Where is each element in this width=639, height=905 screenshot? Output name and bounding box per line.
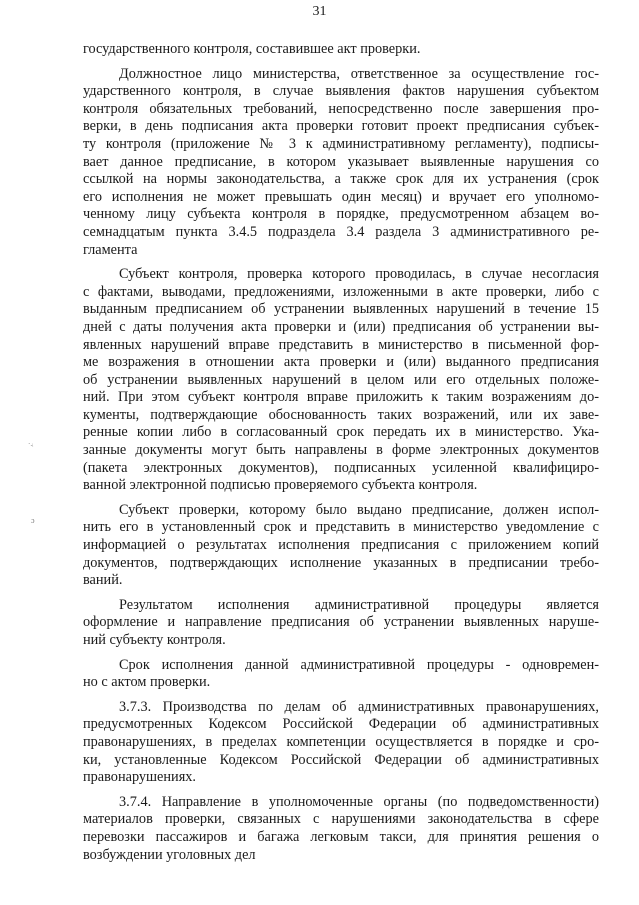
text-line: ренные копии либо в согласованный срок передать их в министерство. Ука- [83, 424, 599, 441]
text-line: ударственного контроля, в случае выявления фактов нарушения субъектом [83, 83, 599, 100]
text-line: ссылкой на нормы законодательства, а также срок для их устранения (срок [83, 171, 599, 188]
paragraph [83, 699, 599, 787]
text-line: правонарушениях, в пределах компетенции осуществляется в порядке и сро- [83, 733, 599, 750]
text-line: Результатом исполнения административной процедуры является [119, 596, 599, 613]
text-line: выданным предписанием об устранении выявленных нарушений в течение 15 [83, 301, 599, 318]
text-line: его исполнения не может превышать один месяц) и вручает его уполномо- [83, 188, 599, 205]
paragraph [83, 597, 599, 650]
text-line: ту контроля (приложение № 3 к административному регламенту), подписы- [83, 135, 599, 152]
text-line: материалов проверки, связанных с нарушениями законодательства в сфере [83, 811, 599, 828]
paragraph [83, 41, 599, 59]
text-line: 3.7.4. Направление в уполномоченные органы (по подведомственности) [119, 793, 599, 810]
text-line: ваний. [83, 572, 123, 589]
text-line: ванной электронной подписью проверяемого субъекта контроля. [83, 477, 478, 494]
text-line: (пакета электронных документов), подписанных усиленной квалифициро- [83, 459, 599, 476]
paragraph [83, 794, 599, 864]
text-line: правонарушениях. [83, 769, 197, 786]
page-number: 31 [312, 4, 327, 19]
text-line: вает данное предписание, в котором указывает выявленные нарушения со [83, 153, 599, 170]
paragraph [83, 266, 599, 495]
text-line: предусмотренных Кодексом Российской Федерации об административных [83, 716, 599, 733]
paragraph [83, 66, 599, 260]
text-line: с фактами, выводами, предложениями, изложенными в акте проверки, либо с [83, 283, 599, 300]
text-line: информацией о результатах исполнения предписания с приложением копий [83, 537, 599, 554]
text-line: ме возражения в отношении акта проверки и (или) выданного предписания [83, 354, 599, 371]
text-line: 3.7.3. Производства по делам об административных правонарушениях, [119, 698, 599, 715]
margin-mark: ɔ [31, 516, 35, 525]
margin-mark: ·.ᵢ [28, 440, 34, 448]
text-line: Субъект проверки, которому было выдано предписание, должен испол- [119, 501, 599, 518]
text-line: явленных нарушений вправе представить в министерство в письменной фор- [83, 336, 599, 353]
text-line: возбуждении уголовных дел [83, 846, 256, 863]
text-line: гламента [83, 241, 138, 258]
text-line: ки, установленные Кодексом Российской Федерации об административных [83, 751, 599, 768]
text-line: нить его в установленный срок и представить в министерство уведомление с [83, 519, 599, 536]
text-line: кументы, подтверждающие обоснованность таких возражений, или их заве- [83, 406, 599, 423]
text-line: занные документы могут быть направлены в форме электронных документов [83, 442, 599, 459]
text-line: Должностное лицо министерства, ответственное за осуществление гос- [119, 65, 599, 82]
text-line: Субъект контроля, проверка которого проводилась, в случае несогласия [119, 266, 599, 283]
text-line: верки, в день подписания акта проверки готовит проект предписания субъек- [83, 118, 599, 135]
text-line: ний субъекту контроля. [83, 632, 226, 648]
paragraph [83, 657, 599, 692]
text-line: дней с даты получения акта проверки и (или) предписания об устранении вы- [83, 318, 599, 335]
text-line: Срок исполнения данной административной процедуры - одновремен- [119, 656, 599, 673]
text-line: оформление и направление предписания об устранении выявленных наруше- [83, 614, 599, 631]
text-line: государственного контроля, составившее акт проверки. [83, 41, 421, 57]
text-line: документов, подтверждающих исполнение указанных в предписании требо- [83, 554, 599, 571]
text-line: контроля обязательных требований, непосредственно после завершения про- [83, 100, 599, 117]
text-line: семнадцатым пункта 3.4.5 подраздела 3.4 раздела 3 административного ре- [83, 223, 599, 240]
text-line: об устранении выявленных нарушений в целом или его отдельных положе- [83, 371, 599, 388]
text-line: перевозки пассажиров и багажа легковым такси, для принятия решения о [83, 828, 599, 845]
text-line: ний. При этом субъект контроля вправе приложить к таким возражениям до- [83, 389, 599, 406]
text-line: ченному лицу субъекта контроля в порядке, предусмотренном абзацем во- [83, 206, 599, 223]
document-body [83, 41, 599, 864]
text-line: но с актом проверки. [83, 674, 211, 691]
paragraph [83, 502, 599, 590]
